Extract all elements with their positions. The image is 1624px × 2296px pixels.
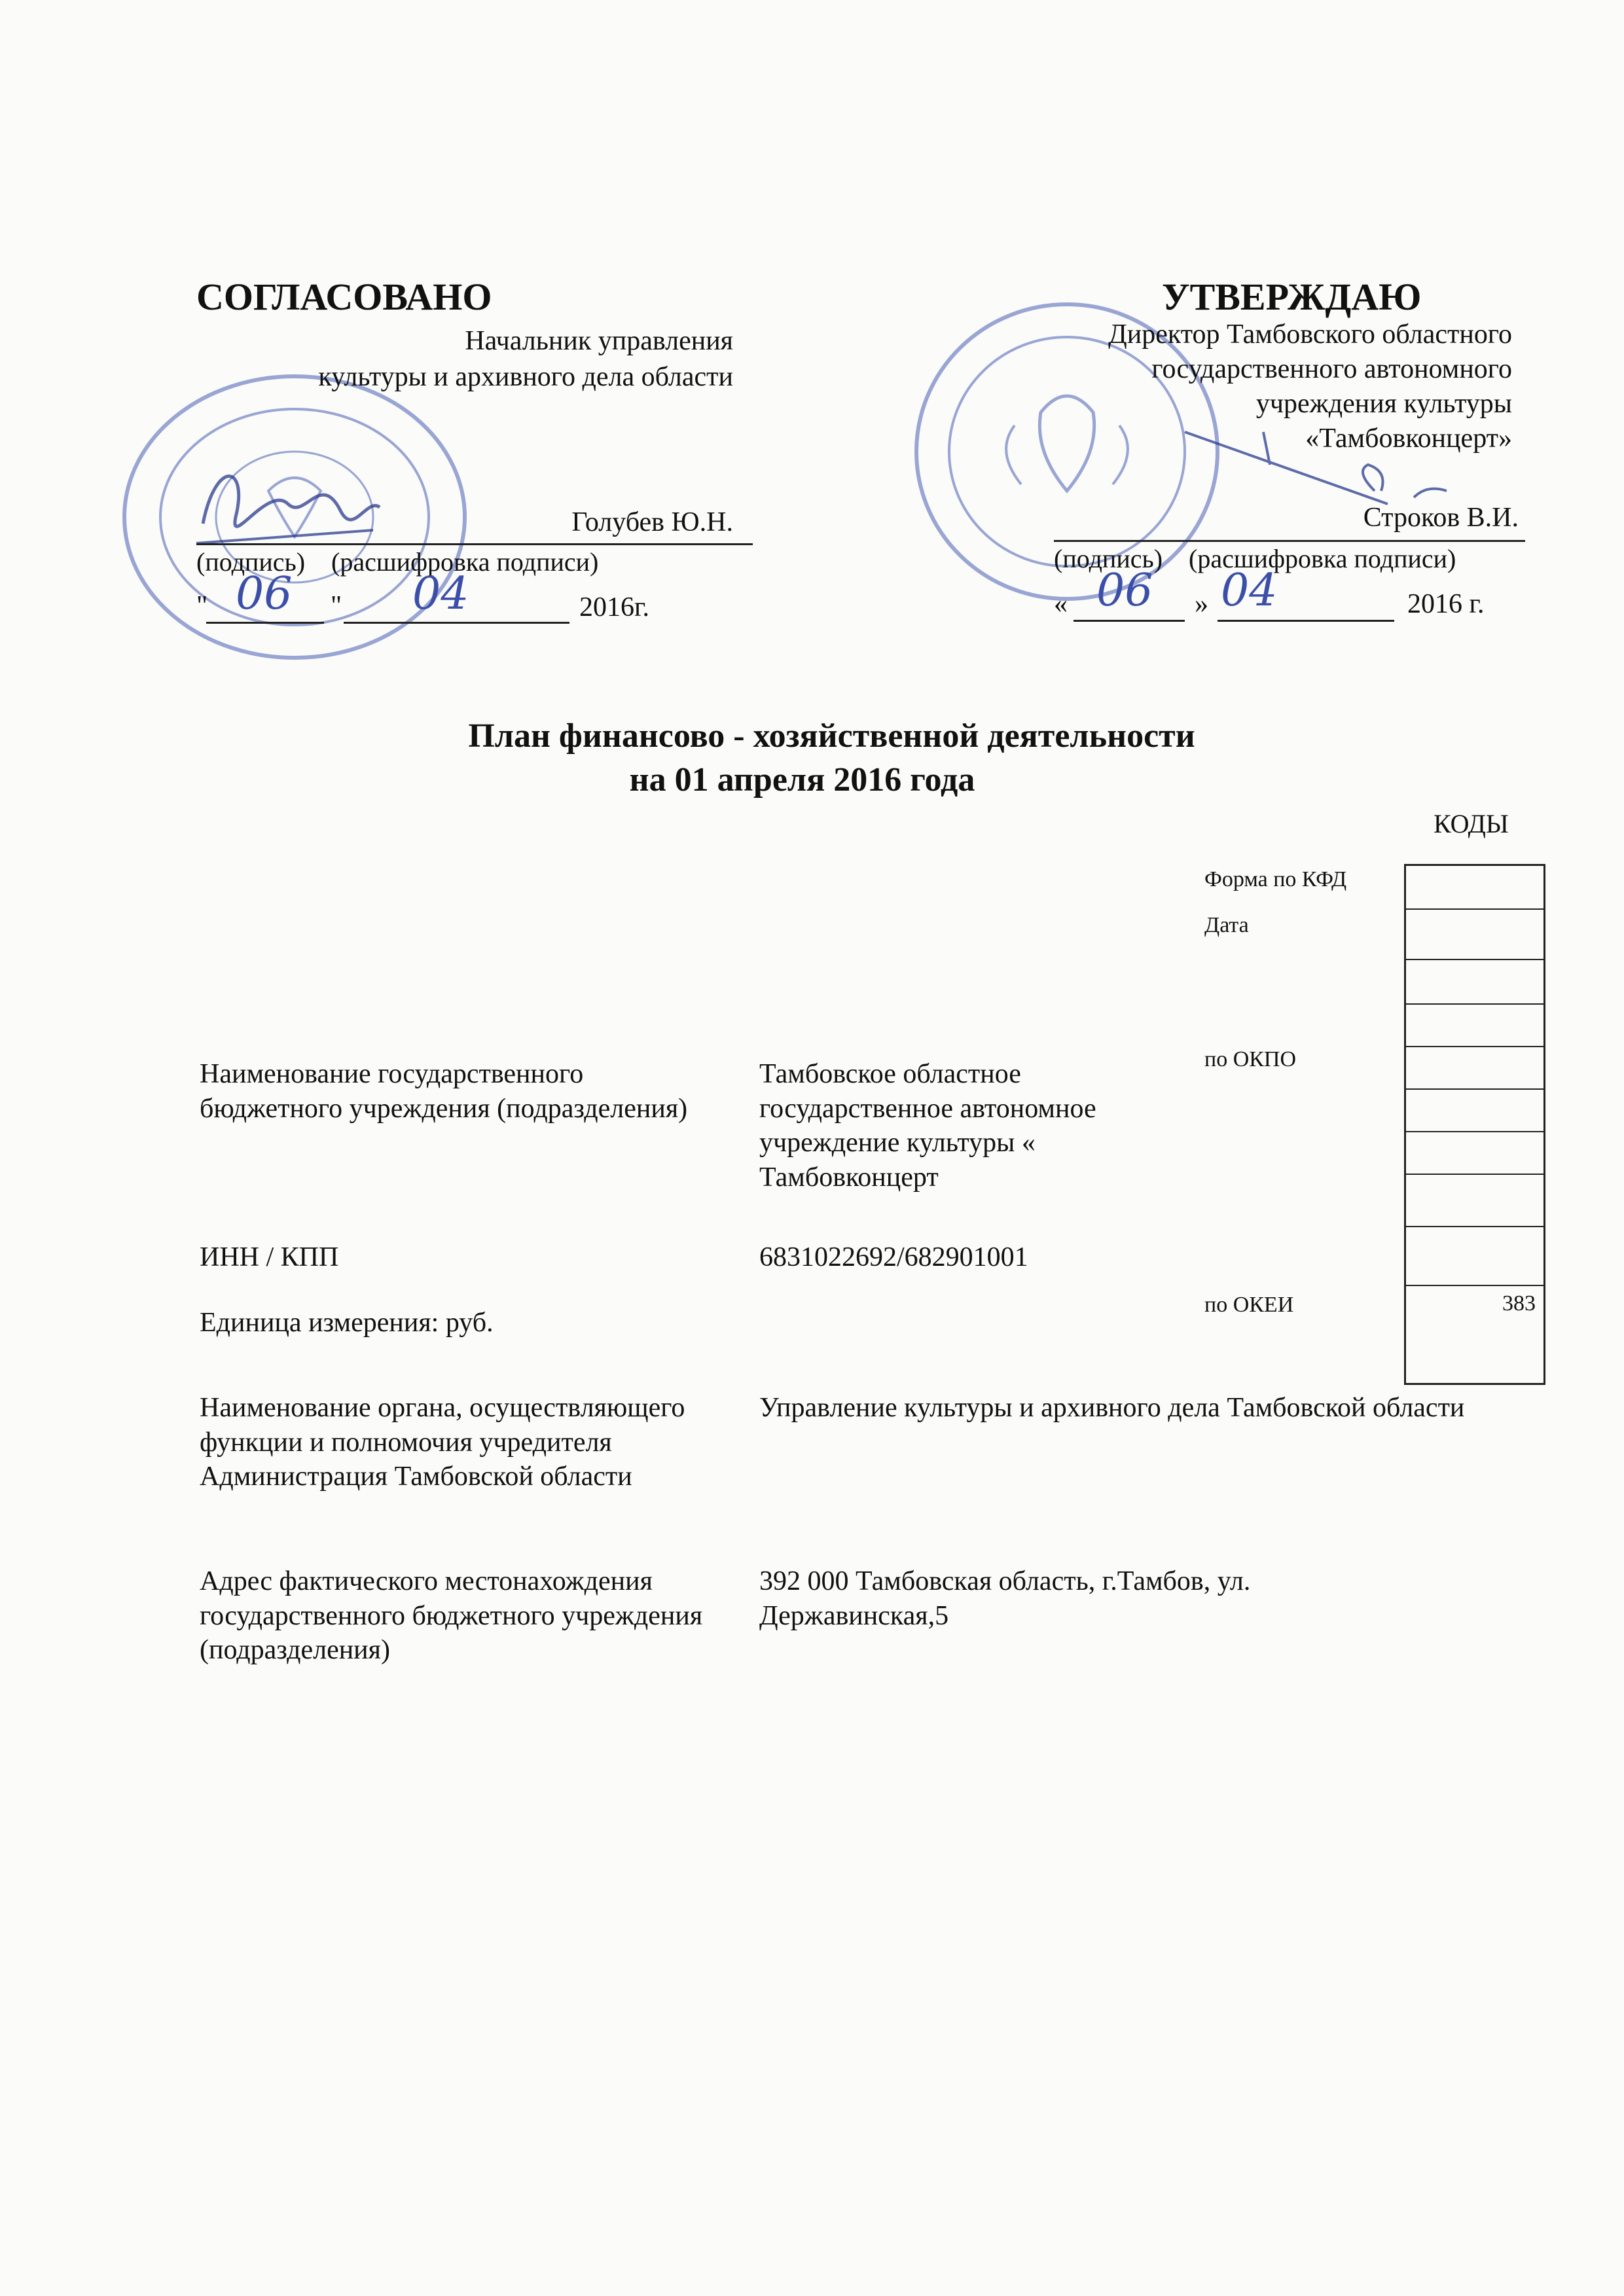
approval-right-signature-line (1054, 540, 1525, 542)
field-label: Наименование государственного бюджетного учреждения (подразделения) (200, 1059, 688, 1124)
codes-row-divider (1406, 1088, 1543, 1090)
approval-left-position-2: культуры и архивного дела области (318, 362, 733, 392)
codes-row-divider (1406, 1003, 1543, 1005)
approval-right (903, 275, 1545, 641)
date-mid-quote: » (1195, 589, 1208, 619)
approval-left-heading: СОГЛАСОВАНО (196, 276, 492, 318)
approval-left-position-1: Начальник управления (465, 326, 733, 356)
field-label: ИНН / КПП (200, 1242, 339, 1272)
field-value: Управление культуры и архивного дела Тамбовской области (759, 1393, 1465, 1423)
field-label: Наименование органа, осуществляющего функции и полномочия учредителя Администрация Тамбовской области (200, 1393, 685, 1492)
date-day: 06 (236, 568, 293, 620)
date-month: 04 (1221, 565, 1278, 617)
date-mid-quote: " (331, 591, 342, 621)
codes-header: КОДЫ (1434, 809, 1509, 838)
field-value: 392 000 Тамбовская область, г.Тамбов, ул. Державинская,5 (759, 1566, 1251, 1631)
codes-row-divider (1406, 1226, 1543, 1227)
codes-row-divider (1406, 959, 1543, 960)
approval-right-line-2: государственного автономного (1151, 354, 1512, 384)
date-day-line (1074, 620, 1185, 622)
codes-row-divider (1406, 1046, 1543, 1047)
date-day: 06 (1096, 565, 1153, 617)
date-day-line (206, 622, 324, 624)
approval-right-name: Строков В.И. (1363, 503, 1519, 533)
date-open-quote: " (196, 591, 208, 621)
codes-row-divider (1406, 1131, 1543, 1132)
date-month: 04 (412, 568, 469, 620)
date-open-quote: « (1054, 589, 1068, 619)
field-value: Тамбовское областное государственное автономное учреждение культуры « Тамбовконцерт (759, 1059, 1096, 1193)
approval-right-heading: УТВЕРЖДАЮ (1162, 276, 1422, 318)
codes-row-divider (1406, 1285, 1543, 1286)
document-title-line-2: на 01 апреля 2016 года (629, 761, 975, 798)
okei-value: 383 (1502, 1291, 1536, 1316)
codes-form-label: Форма по КФД (1204, 867, 1347, 891)
document-title-line-1: План финансово - хозяйственной деятельности (468, 717, 1195, 755)
codes-okpo-label: по ОКПО (1204, 1047, 1297, 1071)
codes-okei-label: по ОКЕИ (1204, 1293, 1294, 1317)
date-month-line (344, 622, 569, 624)
approval-right-line-1: Директор Тамбовского областного (1108, 319, 1512, 350)
approval-right-date (1054, 565, 1538, 632)
field-label: Адрес фактического местонахождения государственного бюджетного учреждения (подразделения) (200, 1566, 703, 1665)
codes-row-divider (1406, 908, 1543, 910)
date-year: 2016 г. (1407, 589, 1485, 619)
approval-left-name: Голубев Ю.Н. (571, 507, 733, 537)
approval-left-caption: (подпись) (расшифровка подписи) (196, 547, 599, 577)
approval-left (196, 275, 753, 641)
field-value: 6831022692/682901001 (759, 1242, 1028, 1272)
field-label: Единица измерения: руб. (200, 1308, 494, 1338)
approval-right-caption: (подпись) (расшифровка подписи) (1054, 544, 1456, 573)
approval-right-line-4: «Тамбовконцерт» (1305, 423, 1512, 454)
date-year: 2016г. (579, 592, 649, 622)
approval-left-date (196, 568, 733, 635)
approval-left-signature-line (196, 543, 753, 545)
codes-row-divider (1406, 1174, 1543, 1175)
date-month-line (1218, 620, 1394, 622)
document-title (0, 717, 1624, 799)
codes-box (1404, 864, 1545, 1385)
approval-right-line-3: учреждения культуры (1255, 389, 1512, 419)
codes-date-label: Дата (1204, 913, 1249, 937)
